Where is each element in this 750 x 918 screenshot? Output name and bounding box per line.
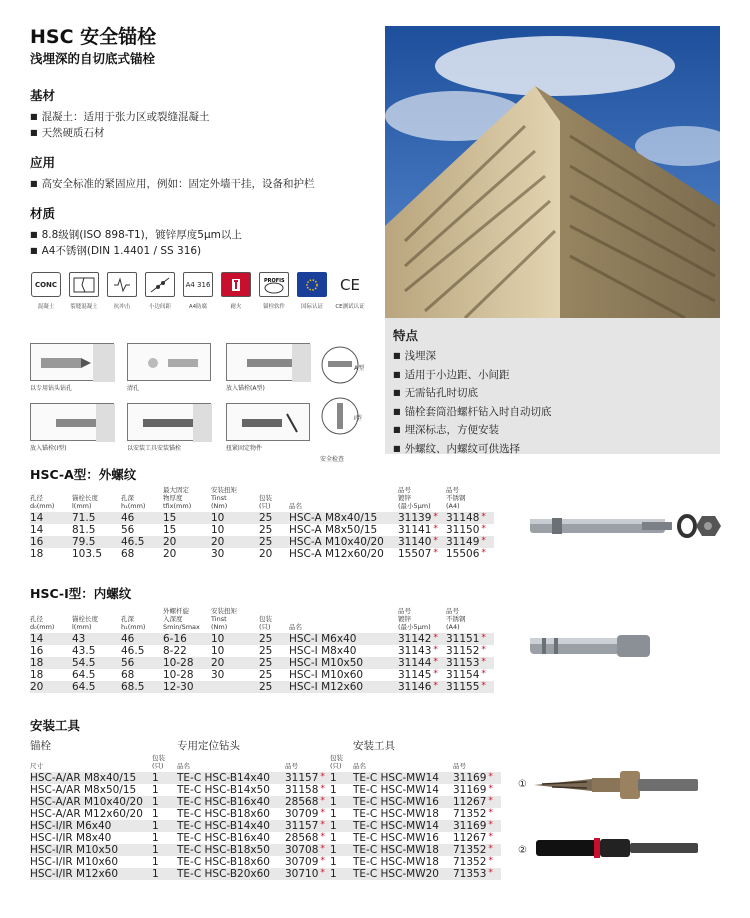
table-cell: TE-C HSC-MW14 bbox=[353, 783, 439, 796]
col-header: 孔深 h₁(mm) bbox=[121, 615, 146, 631]
table-cell: 31145 * bbox=[398, 669, 438, 681]
list-item: ■ A4不锈钢(DIN 1.4401 / SS 316) bbox=[30, 243, 370, 259]
list-item: ■ 锚栓套筒沿螺杆钻入时自动切底 bbox=[393, 403, 712, 422]
table-cell: 31154 * bbox=[446, 669, 486, 681]
table-cell: 1 bbox=[152, 820, 177, 832]
table-cell: 15 bbox=[163, 512, 211, 524]
table-row bbox=[30, 856, 501, 868]
table-row bbox=[30, 844, 501, 856]
table-row bbox=[30, 784, 501, 796]
col-header: 孔径 d₀(mm) bbox=[30, 615, 55, 631]
table-cell: 68 bbox=[121, 668, 135, 681]
table-cell: 31169 * bbox=[453, 772, 501, 784]
col-header: 外螺杆旋 入深度 Smin/Smax bbox=[163, 607, 200, 631]
table-cell: 71352 * bbox=[453, 844, 501, 856]
table-cell: 31141 * bbox=[398, 524, 438, 536]
table-cell: 10 bbox=[211, 523, 225, 536]
table-cell: 15506 * bbox=[446, 548, 486, 560]
col-header: 包装 (只) bbox=[330, 754, 343, 770]
table-cell: HSC-I M12x60 bbox=[289, 681, 398, 693]
hsc-a-table bbox=[30, 486, 494, 560]
table-cell: 1 bbox=[152, 807, 159, 820]
col-header: 包装 (只) bbox=[152, 754, 165, 770]
table-cell: 46 bbox=[121, 512, 163, 524]
material-section bbox=[30, 204, 370, 259]
table-cell: 1 bbox=[152, 772, 177, 784]
stop-drill-bit-image bbox=[532, 767, 702, 807]
col-header: 品号 不锈钢 (A4) bbox=[446, 607, 466, 631]
table-cell: 1 bbox=[330, 831, 337, 844]
table-cell: 20 bbox=[211, 536, 259, 548]
table-cell: 10 bbox=[211, 512, 259, 524]
table-row bbox=[30, 548, 494, 560]
table-row bbox=[30, 772, 501, 784]
step-insert-a: 放入锚栓(A型) bbox=[226, 343, 310, 392]
table-cell: 30 bbox=[211, 547, 225, 560]
table-cell: 31157 * bbox=[285, 772, 330, 784]
table-cell: 14 bbox=[30, 633, 72, 645]
table-cell: 79.5 bbox=[72, 536, 121, 548]
step-check: A型 I型 安全检查 bbox=[320, 343, 360, 463]
table-cell: HSC-A/AR M8x50/15 bbox=[30, 783, 137, 796]
setting-tool-image bbox=[532, 830, 702, 870]
table-row bbox=[30, 796, 501, 808]
table-cell: 31142 * bbox=[398, 633, 446, 645]
table-cell: 31148 * bbox=[446, 512, 494, 524]
table-cell: TE-C HSC-B20x60 bbox=[177, 868, 285, 880]
star-marker: * bbox=[481, 548, 486, 558]
table-row bbox=[30, 524, 494, 536]
col-header: 孔径 d₀(mm) bbox=[30, 494, 55, 510]
table-cell: 25 bbox=[259, 633, 289, 645]
table-cell: 20 bbox=[211, 657, 259, 669]
table-cell: 11267 * bbox=[453, 832, 493, 844]
table-cell: 10 bbox=[211, 644, 225, 657]
table-cell: 31152 * bbox=[446, 645, 486, 657]
table-cell: HSC-I M8x40 bbox=[289, 644, 357, 657]
table-cell: 68 bbox=[121, 547, 135, 560]
table-cell: HSC-I/IR M10x60 bbox=[30, 855, 119, 868]
list-item: ■ 浅埋深 bbox=[393, 347, 712, 366]
star-marker: * bbox=[481, 681, 486, 691]
table-cell: 46 bbox=[121, 633, 163, 645]
col-header: 安装扭矩 Tinst (Nm) bbox=[211, 486, 237, 510]
table-cell: 20 bbox=[259, 547, 273, 560]
table-cell: TE-C HSC-MW14 bbox=[353, 772, 453, 784]
table-cell: 18 bbox=[30, 547, 44, 560]
features-panel bbox=[385, 318, 720, 454]
list-item: ■ 适用于小边距、小间距 bbox=[393, 366, 712, 385]
table-cell: 30709 * bbox=[285, 856, 325, 868]
table-cell: 20 bbox=[163, 536, 211, 548]
table-cell: HSC-A M8x50/15 bbox=[289, 523, 378, 536]
table-cell: 1 bbox=[152, 831, 159, 844]
table-cell: 1 bbox=[330, 772, 353, 784]
list-item: ■ 埋深标志，方便安装 bbox=[393, 421, 712, 440]
concrete-icon: CONC 混凝土 bbox=[30, 272, 62, 310]
marker-2: ② bbox=[518, 845, 527, 856]
col-header: 品名 bbox=[177, 762, 190, 770]
table-cell: 31155 * bbox=[446, 681, 494, 693]
table-cell: 31140 * bbox=[398, 536, 446, 548]
star-marker: * bbox=[320, 796, 325, 806]
table-cell: HSC-I M10x60 bbox=[289, 668, 364, 681]
star-marker: * bbox=[320, 856, 325, 866]
table-cell: TE-C HSC-B18x50 bbox=[177, 844, 285, 856]
table-cell: 1 bbox=[152, 783, 159, 796]
table-row bbox=[30, 657, 494, 669]
hsc-i-table bbox=[30, 603, 494, 693]
col-header: 品号 bbox=[285, 762, 298, 770]
table-cell: 16 bbox=[30, 644, 44, 657]
table-cell: 1 bbox=[330, 796, 353, 808]
col-header: 锚栓长度 l(mm) bbox=[72, 615, 98, 631]
table-cell: TE-C HSC-MW14 bbox=[353, 820, 453, 832]
hsc-i-anchor-image bbox=[522, 629, 662, 667]
table-cell: 64.5 bbox=[72, 681, 121, 693]
table-cell: 68.5 bbox=[121, 681, 163, 693]
col-header: 品名 bbox=[353, 762, 366, 770]
fire-icon: 耐火 bbox=[220, 272, 252, 310]
table-cell: TE-C HSC-MW18 bbox=[353, 807, 439, 820]
table-cell: 6-16 bbox=[163, 633, 211, 645]
table-cell: TE-C HSC-B18x60 bbox=[177, 807, 270, 820]
list-item: ■ 高安全标准的紧固应用，例如：固定外墙干挂，设备和护栏 bbox=[30, 176, 370, 192]
col-header: 尺寸 bbox=[30, 762, 43, 770]
table-cell: 71.5 bbox=[72, 512, 121, 524]
table-cell: 16 bbox=[30, 536, 72, 548]
table-cell: 20 bbox=[163, 547, 177, 560]
installation-steps bbox=[30, 343, 375, 461]
svg-text:PROFIS: PROFIS bbox=[264, 277, 285, 284]
table-cell: 71352 * bbox=[453, 856, 493, 868]
star-marker: * bbox=[488, 772, 493, 782]
table-cell: TE-C HSC-MW16 bbox=[353, 831, 439, 844]
hsc-a-anchor-image bbox=[522, 509, 722, 547]
table-cell: 25 bbox=[259, 536, 289, 548]
table-cell: 1 bbox=[330, 807, 337, 820]
table-cell: TE-C HSC-B16x40 bbox=[177, 796, 285, 808]
table-cell: 31139 * bbox=[398, 512, 446, 524]
table-cell: TE-C HSC-B16x40 bbox=[177, 831, 270, 844]
table-cell: 25 bbox=[259, 523, 273, 536]
table-cell: 31146 * bbox=[398, 681, 446, 693]
list-item: ■ 8.8级钢(ISO 898-T1)，镀锌厚度5μm以上 bbox=[30, 227, 370, 243]
list-item: ■ 无需钻孔时切底 bbox=[393, 384, 712, 403]
table-cell: TE-C HSC-B14x40 bbox=[177, 820, 285, 832]
table-row bbox=[30, 820, 501, 832]
col-header: 锚栓长度 l(mm) bbox=[72, 494, 98, 510]
table-cell: 54.5 bbox=[72, 657, 121, 669]
star-marker: * bbox=[320, 868, 325, 878]
table-cell: 30709 * bbox=[285, 808, 325, 820]
star-marker: * bbox=[481, 633, 486, 643]
table-cell: 46.5 bbox=[121, 644, 145, 657]
table-cell: 8-22 bbox=[163, 644, 187, 657]
star-marker: * bbox=[488, 808, 493, 818]
col-header: 孔深 h₁(mm) bbox=[121, 494, 146, 510]
col-header: 品号 镀锌 (最小5μm) bbox=[398, 486, 431, 510]
star-marker: * bbox=[488, 832, 493, 842]
table-cell: 28568 * bbox=[285, 832, 325, 844]
table-cell: 14 bbox=[30, 512, 72, 524]
hsc-i-heading: HSC-I型：内螺纹 bbox=[30, 586, 132, 601]
star-marker: * bbox=[488, 820, 493, 830]
table-row bbox=[30, 633, 494, 645]
table-cell: HSC-I/IR M12x60 bbox=[30, 868, 152, 880]
table-cell: 10-28 bbox=[163, 657, 211, 669]
table-cell: 25 bbox=[259, 512, 289, 524]
table-cell: 31157 * bbox=[285, 820, 330, 832]
small-edge-distance-icon: 小边间距 bbox=[144, 272, 176, 310]
approval-icons bbox=[30, 272, 366, 310]
marker-1: ① bbox=[518, 779, 527, 790]
page-subtitle: 浅埋深的自切底式锚栓 bbox=[30, 51, 156, 66]
table-cell: TE-C HSC-B18x60 bbox=[177, 855, 270, 868]
table-cell: HSC-A/AR M10x40/20 bbox=[30, 796, 152, 808]
features-heading: 特点 bbox=[393, 328, 419, 343]
section-heading: 应用 bbox=[30, 155, 56, 170]
table-cell: 11267 * bbox=[453, 796, 501, 808]
table-cell: HSC-I M10x50 bbox=[289, 657, 398, 669]
col-header: 安装扭矩 Tinst (Nm) bbox=[211, 607, 237, 631]
col-header: 品号 bbox=[453, 762, 466, 770]
star-marker: * bbox=[433, 681, 438, 691]
section-heading: 基材 bbox=[30, 88, 56, 103]
star-marker: * bbox=[433, 633, 438, 643]
star-marker: * bbox=[320, 820, 325, 830]
table-cell: 56 bbox=[121, 523, 135, 536]
table-cell: 30 bbox=[211, 668, 225, 681]
star-marker: * bbox=[481, 669, 486, 679]
table-cell: 15 bbox=[163, 523, 177, 536]
col-header: 品号 镀锌 (最小5μm) bbox=[398, 607, 431, 631]
table-row bbox=[30, 669, 494, 681]
eu-approval-icon: 国际认证 bbox=[296, 272, 328, 310]
star-marker: * bbox=[488, 856, 493, 866]
table-cell: 25 bbox=[259, 668, 273, 681]
table-cell: TE-C HSC-MW18 bbox=[353, 844, 453, 856]
table-cell: 43.5 bbox=[72, 644, 96, 657]
table-cell: 31153 * bbox=[446, 657, 494, 669]
star-marker: * bbox=[488, 868, 493, 878]
table-cell: 15507 * bbox=[398, 548, 438, 560]
star-marker: * bbox=[481, 657, 486, 667]
star-marker: * bbox=[433, 524, 438, 534]
step-clean: 清孔 bbox=[127, 343, 211, 392]
table-cell: 1 bbox=[152, 868, 177, 880]
star-marker: * bbox=[488, 784, 493, 794]
table-cell: 1 bbox=[330, 868, 353, 880]
star-marker: * bbox=[481, 645, 486, 655]
cracked-concrete-icon: 裂缝混凝土 bbox=[68, 272, 100, 310]
star-marker: * bbox=[320, 772, 325, 782]
table-cell: 56 bbox=[121, 657, 163, 669]
star-marker: * bbox=[433, 645, 438, 655]
table-cell: 30710 * bbox=[285, 868, 330, 880]
table-cell: TE-C HSC-B14x40 bbox=[177, 772, 285, 784]
table-cell: HSC-A/AR M12x60/20 bbox=[30, 807, 143, 820]
table-cell: 71353 * bbox=[453, 868, 501, 880]
table-cell: 14 bbox=[30, 523, 44, 536]
page-title: HSC 安全锚栓 bbox=[30, 26, 157, 48]
star-marker: * bbox=[320, 832, 325, 842]
building-photo bbox=[385, 26, 720, 318]
table-cell: 25 bbox=[259, 681, 289, 693]
table-cell: 10 bbox=[211, 633, 259, 645]
table-cell: 103.5 bbox=[72, 547, 103, 560]
table-cell: 1 bbox=[330, 783, 337, 796]
table-cell: TE-C HSC-MW20 bbox=[353, 868, 453, 880]
star-marker: * bbox=[320, 808, 325, 818]
col-header: 最大固定 物厚度 tfix(mm) bbox=[163, 486, 192, 510]
star-marker: * bbox=[433, 669, 438, 679]
table-cell bbox=[211, 681, 259, 693]
col-header: 品名 bbox=[289, 502, 302, 510]
table-cell: 1 bbox=[330, 844, 353, 856]
table-cell: 1 bbox=[330, 855, 337, 868]
table-cell: HSC-A/AR M8x40/15 bbox=[30, 772, 152, 784]
star-marker: * bbox=[481, 512, 486, 522]
hsc-a-heading: HSC-A型：外螺纹 bbox=[30, 467, 137, 482]
a4-stainless-icon: A4 316 A4防腐 bbox=[182, 272, 214, 310]
table-cell: 20 bbox=[30, 681, 72, 693]
table-cell: 31158 * bbox=[285, 784, 325, 796]
table-row bbox=[30, 808, 501, 820]
table-cell: TE-C HSC-MW16 bbox=[353, 796, 453, 808]
star-marker: * bbox=[481, 536, 486, 546]
table-cell: 31143 * bbox=[398, 645, 438, 657]
tools-table bbox=[30, 752, 501, 880]
col-header: 品名 bbox=[289, 623, 302, 631]
table-cell: 1 bbox=[152, 796, 177, 808]
table-cell: TE-C HSC-MW18 bbox=[353, 855, 439, 868]
table-cell: 46.5 bbox=[121, 536, 163, 548]
table-cell: 31150 * bbox=[446, 524, 486, 536]
shock-icon: 抗冲击 bbox=[106, 272, 138, 310]
table-cell: 12-30 bbox=[163, 681, 211, 693]
step-setting-tool: 以安装工具安装锚栓 bbox=[127, 403, 211, 452]
table-cell: HSC-I M6x40 bbox=[289, 633, 398, 645]
profis-software-icon: PROFIS 锚栓软件 bbox=[258, 272, 290, 310]
list-item: ■ 天然硬质石材 bbox=[30, 125, 370, 141]
table-cell: 31151 * bbox=[446, 633, 494, 645]
step-insert-i: 放入锚栓(I型) bbox=[30, 403, 114, 452]
star-marker: * bbox=[488, 844, 493, 854]
table-cell: 28568 * bbox=[285, 796, 330, 808]
table-cell: 18 bbox=[30, 668, 44, 681]
tools-group-anchor: 锚栓 bbox=[30, 740, 51, 752]
table-cell: 81.5 bbox=[72, 523, 96, 536]
table-cell: HSC-A M8x40/15 bbox=[289, 512, 398, 524]
tools-heading: 安装工具 bbox=[30, 718, 81, 733]
application-section bbox=[30, 153, 370, 192]
table-cell: 30708 * bbox=[285, 844, 330, 856]
table-cell: 43 bbox=[72, 633, 121, 645]
table-cell: 1 bbox=[330, 820, 353, 832]
col-header: 包装 (只) bbox=[259, 494, 272, 510]
tools-group-bit: 专用定位钻头 bbox=[177, 740, 240, 752]
tools-group-setting-tool: 安装工具 bbox=[353, 740, 395, 752]
table-cell: HSC-A M10x40/20 bbox=[289, 536, 398, 548]
step-drill: 以专用钻头钻孔 bbox=[30, 343, 114, 392]
table-cell: TE-C HSC-B14x50 bbox=[177, 783, 270, 796]
step-tighten: 扭紧固定物件 bbox=[226, 403, 310, 452]
table-row bbox=[30, 536, 494, 548]
table-cell: 10-28 bbox=[163, 668, 194, 681]
table-row bbox=[30, 868, 501, 880]
table-cell: 25 bbox=[259, 644, 273, 657]
star-marker: * bbox=[433, 548, 438, 558]
table-cell: 31169 * bbox=[453, 784, 493, 796]
table-cell: 31144 * bbox=[398, 657, 446, 669]
table-cell: HSC-I/IR M6x40 bbox=[30, 820, 152, 832]
star-marker: * bbox=[320, 784, 325, 794]
table-cell: HSC-I/IR M10x50 bbox=[30, 844, 152, 856]
table-cell: HSC-I/IR M8x40 bbox=[30, 831, 112, 844]
table-cell: 18 bbox=[30, 657, 72, 669]
table-row bbox=[30, 832, 501, 844]
list-item: ■ 混凝土：适用于张力区或裂缝混凝土 bbox=[30, 109, 370, 125]
col-header: 包装 (只) bbox=[259, 615, 272, 631]
table-cell: 64.5 bbox=[72, 668, 96, 681]
table-cell: 31169 * bbox=[453, 820, 501, 832]
star-marker: * bbox=[481, 524, 486, 534]
table-cell: 1 bbox=[152, 855, 159, 868]
table-cell: 71352 * bbox=[453, 808, 493, 820]
base-material-section bbox=[30, 86, 370, 141]
section-heading: 材质 bbox=[30, 206, 56, 221]
table-row bbox=[30, 512, 494, 524]
ce-mark-icon: CE CE测试认证 bbox=[334, 272, 366, 310]
star-marker: * bbox=[433, 536, 438, 546]
table-row bbox=[30, 645, 494, 657]
table-cell: HSC-A M12x60/20 bbox=[289, 547, 384, 560]
table-cell: 1 bbox=[152, 844, 177, 856]
star-marker: * bbox=[433, 512, 438, 522]
col-header: 品号 不锈钢 (A4) bbox=[446, 486, 466, 510]
star-marker: * bbox=[320, 844, 325, 854]
list-item: ■ 外螺纹、内螺纹可供选择 bbox=[393, 440, 712, 459]
star-marker: * bbox=[433, 657, 438, 667]
star-marker: * bbox=[488, 796, 493, 806]
table-row bbox=[30, 681, 494, 693]
table-cell: 31149 * bbox=[446, 536, 494, 548]
table-cell: 25 bbox=[259, 657, 289, 669]
